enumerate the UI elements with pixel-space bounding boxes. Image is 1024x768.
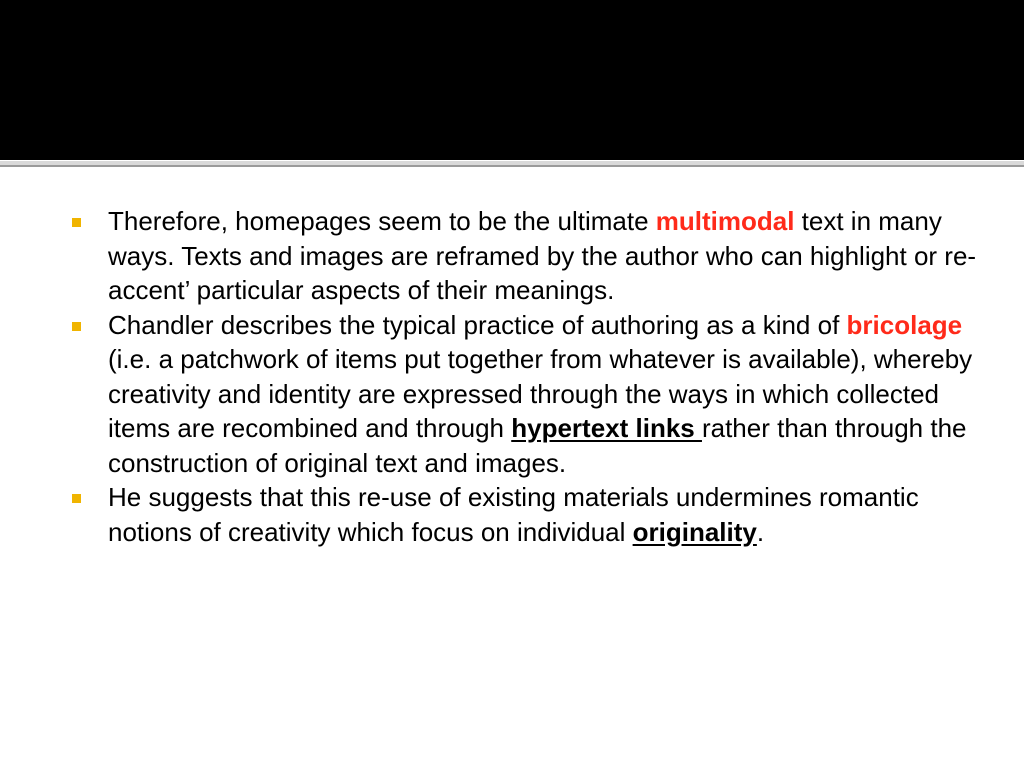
keyword-hypertext-links: hypertext links bbox=[511, 413, 702, 443]
bullet-item-originality bbox=[66, 480, 996, 549]
keyword-multimodal: multimodal bbox=[655, 206, 795, 236]
title-bar bbox=[0, 0, 1024, 160]
bullet-text: rather than through the construction of original text and images. bbox=[108, 413, 967, 478]
square-bullet-icon bbox=[72, 494, 81, 503]
bullet-item-bricolage bbox=[66, 308, 996, 481]
bullet-text: Therefore, homepages seem to be the ultimate bbox=[108, 206, 656, 236]
keyword-bricolage: bricolage bbox=[846, 309, 963, 340]
bullet-item-multimodal bbox=[66, 204, 996, 308]
bullet-list bbox=[66, 204, 996, 549]
bullet-text: Chandler describes the typical practice of authoring as a kind of bbox=[108, 309, 847, 340]
square-bullet-icon bbox=[72, 218, 81, 227]
bullet-text: text in many ways. Texts and images are reframed by the author who can highlight or re-accent’ particular aspects of their meanings. bbox=[108, 206, 977, 305]
bullet-text: He suggests that this re-use of existing materials undermines romantic notions of creativity which focus on individual bbox=[108, 482, 919, 547]
slide-content bbox=[66, 204, 996, 549]
bullet-text: . bbox=[756, 516, 765, 547]
square-bullet-icon bbox=[72, 322, 81, 331]
keyword-originality: originality bbox=[632, 516, 757, 547]
divider-dark bbox=[0, 165, 1024, 167]
bullet-text: (i.e. a patchwork of items put together from whatever is available), whereby creativity and identity are expressed through the ways in which collected items are recombined and through bbox=[108, 344, 973, 443]
